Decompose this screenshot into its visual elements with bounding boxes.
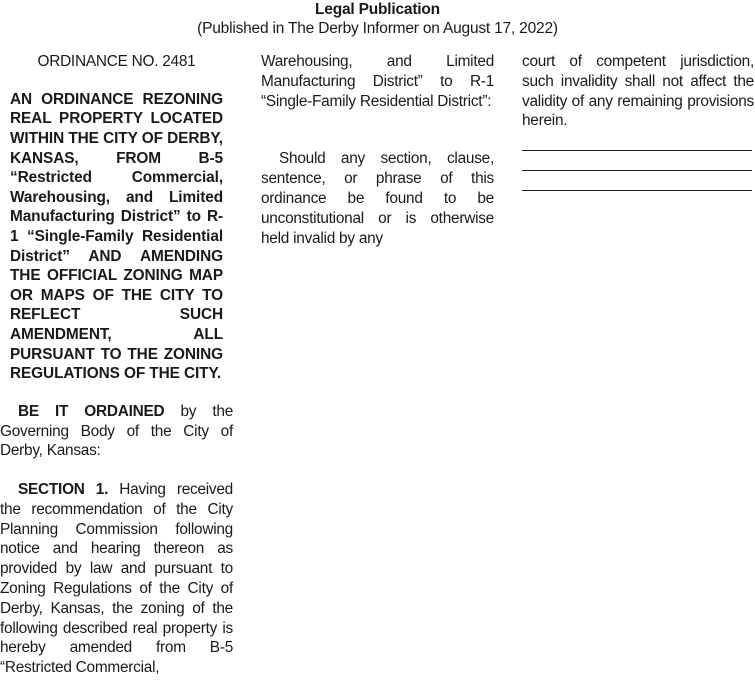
section-1-label: SECTION 1. <box>18 481 109 499</box>
section-3-tail: court of competent jurisdiction, such invalidity shall not affect the validity of any remaining provisions herein. <box>522 53 754 130</box>
column-3 <box>522 52 754 191</box>
enacting-clause-text: by the Governing Body of the City of Derby, Kansas: <box>0 402 233 460</box>
publication-subtitle: (Published in The Derby Informer on August 17, 2022) <box>197 20 558 37</box>
mayor-signature <box>522 150 752 151</box>
section-1-part-a <box>0 480 233 678</box>
mayor-signature-block <box>522 150 754 151</box>
publication-header <box>0 0 755 38</box>
attorney-signature <box>522 190 752 191</box>
attorney-signature-block <box>522 190 754 191</box>
column-2-content <box>261 52 494 248</box>
ordinance-title: AN ORDINANCE REZONING REAL PROPERTY LOCATED WITHIN THE CITY OF DERBY, KANSAS, FROM B-5 “Restricted Commercial, Warehousing, and Limited Manufacturing District” to R-1 “Single-Family Residential District” AND AMENDING THE OFFICIAL ZONING MAP OR MAPS OF THE CITY TO REFLECT SUCH AMENDMENT, ALL PURSUANT TO THE ZONING REGULATIONS OF THE CITY. <box>10 90 223 383</box>
publication-title: Legal Publication <box>315 1 440 18</box>
section-1-text: Having received the recommendation of the City Planning Commission following notice and hearing thereon as provided by law and pursuant to Zoning Regulations of the City of Derby, Kansas, the zoning of the following described real property is hereby amended from B-5 “Restricted Commercial, <box>0 481 233 677</box>
enacting-clause <box>0 402 233 461</box>
ordinance-number: ORDINANCE NO. 2481 <box>37 53 196 70</box>
section-3-part-a <box>261 149 494 248</box>
clerk-signature <box>522 170 752 171</box>
column-1 <box>0 52 233 678</box>
section-3-head: Should any section, clause, sentence, or phrase of this ordinance be found to be unconstitutional or is otherwise held invalid by any <box>261 150 494 247</box>
enacting-clause-bold: BE IT ORDAINED <box>18 402 165 420</box>
clerk-signature-block <box>522 170 754 171</box>
section-1-tail: Warehousing, and Limited Manufacturing District” to R-1 “Single-Family Residential District”: <box>261 53 494 110</box>
